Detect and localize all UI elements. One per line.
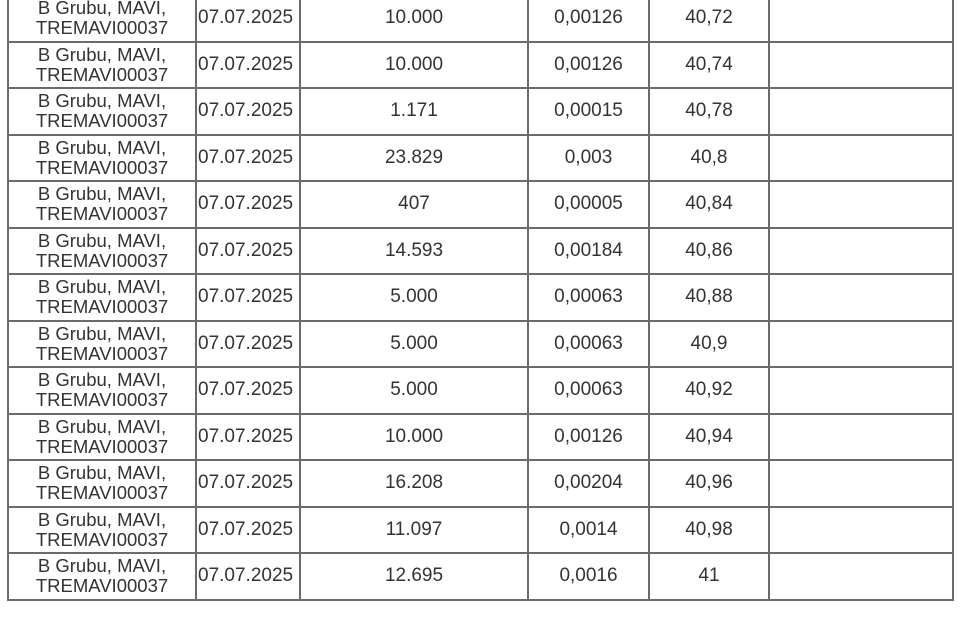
ratio-cell: 0,0014	[528, 507, 649, 554]
security-cell	[8, 228, 196, 275]
table-row	[8, 321, 953, 368]
security-cell	[8, 321, 196, 368]
quantity-cell: 23.829	[300, 135, 528, 182]
table-row	[8, 414, 953, 461]
trades-table-body	[8, 0, 953, 600]
security-cell	[8, 507, 196, 554]
security-group: B Grubu, MAVI,	[37, 43, 167, 65]
table-row	[8, 460, 953, 507]
table-row	[8, 88, 953, 135]
quantity-cell: 5.000	[300, 274, 528, 321]
ratio-cell: 0,00126	[528, 414, 649, 461]
empty-cell	[769, 367, 953, 414]
date-cell: 07.07.2025	[196, 414, 300, 461]
security-code: TREMAVI00037	[35, 482, 169, 504]
empty-cell	[769, 321, 953, 368]
security-cell	[8, 414, 196, 461]
ratio-cell: 0,00184	[528, 228, 649, 275]
table-row	[8, 0, 953, 42]
ratio-cell: 0,00063	[528, 367, 649, 414]
date-cell: 07.07.2025	[196, 42, 300, 89]
quantity-cell: 5.000	[300, 367, 528, 414]
table-row	[8, 274, 953, 321]
table-row	[8, 553, 953, 600]
security-code: TREMAVI00037	[35, 110, 169, 132]
quantity-cell: 14.593	[300, 228, 528, 275]
security-code: TREMAVI00037	[35, 249, 169, 271]
security-code: TREMAVI00037	[35, 156, 169, 178]
empty-cell	[769, 181, 953, 228]
security-group: B Grubu, MAVI,	[37, 462, 167, 484]
quantity-cell: 5.000	[300, 321, 528, 368]
price-cell: 40,86	[649, 228, 769, 275]
date-cell: 07.07.2025	[196, 181, 300, 228]
price-cell: 40,9	[649, 321, 769, 368]
security-cell	[8, 135, 196, 182]
table-row	[8, 367, 953, 414]
date-cell: 07.07.2025	[196, 274, 300, 321]
price-cell: 40,92	[649, 367, 769, 414]
empty-cell	[769, 88, 953, 135]
ratio-cell: 0,00005	[528, 181, 649, 228]
security-group: B Grubu, MAVI,	[37, 0, 167, 19]
ratio-cell: 0,0016	[528, 553, 649, 600]
empty-cell	[769, 553, 953, 600]
security-group: B Grubu, MAVI,	[37, 90, 167, 112]
price-cell: 40,96	[649, 460, 769, 507]
ratio-cell: 0,00126	[528, 0, 649, 42]
price-cell: 41	[649, 553, 769, 600]
price-cell: 40,78	[649, 88, 769, 135]
security-group: B Grubu, MAVI,	[37, 183, 167, 205]
table-row	[8, 135, 953, 182]
ratio-cell: 0,00063	[528, 321, 649, 368]
date-cell: 07.07.2025	[196, 507, 300, 554]
security-cell	[8, 367, 196, 414]
empty-cell	[769, 460, 953, 507]
security-code: TREMAVI00037	[35, 528, 169, 550]
date-cell: 07.07.2025	[196, 135, 300, 182]
price-cell: 40,98	[649, 507, 769, 554]
security-cell	[8, 460, 196, 507]
quantity-cell: 10.000	[300, 42, 528, 89]
price-cell: 40,84	[649, 181, 769, 228]
security-group: B Grubu, MAVI,	[37, 136, 167, 158]
date-cell: 07.07.2025	[196, 553, 300, 600]
security-cell	[8, 181, 196, 228]
security-group: B Grubu, MAVI,	[37, 276, 167, 298]
security-group: B Grubu, MAVI,	[37, 555, 167, 577]
quantity-cell: 12.695	[300, 553, 528, 600]
security-cell	[8, 0, 196, 42]
table-row	[8, 42, 953, 89]
quantity-cell: 10.000	[300, 414, 528, 461]
date-cell: 07.07.2025	[196, 321, 300, 368]
security-code: TREMAVI00037	[35, 296, 169, 318]
price-cell: 40,72	[649, 0, 769, 42]
security-code: TREMAVI00037	[35, 575, 169, 597]
quantity-cell: 10.000	[300, 0, 528, 42]
ratio-cell: 0,00015	[528, 88, 649, 135]
empty-cell	[769, 507, 953, 554]
table-row	[8, 228, 953, 275]
ratio-cell: 0,003	[528, 135, 649, 182]
price-cell: 40,94	[649, 414, 769, 461]
empty-cell	[769, 414, 953, 461]
quantity-cell: 11.097	[300, 507, 528, 554]
table-row	[8, 181, 953, 228]
security-code: TREMAVI00037	[35, 17, 169, 39]
ratio-cell: 0,00204	[528, 460, 649, 507]
price-cell: 40,88	[649, 274, 769, 321]
security-group: B Grubu, MAVI,	[37, 369, 167, 391]
security-cell	[8, 42, 196, 89]
security-code: TREMAVI00037	[35, 435, 169, 457]
ratio-cell: 0,00126	[528, 42, 649, 89]
security-code: TREMAVI00037	[35, 203, 169, 225]
empty-cell	[769, 135, 953, 182]
trades-table	[7, 0, 954, 601]
date-cell: 07.07.2025	[196, 367, 300, 414]
security-cell	[8, 274, 196, 321]
price-cell: 40,74	[649, 42, 769, 89]
security-code: TREMAVI00037	[35, 63, 169, 85]
table-row	[8, 507, 953, 554]
security-code: TREMAVI00037	[35, 342, 169, 364]
date-cell: 07.07.2025	[196, 88, 300, 135]
date-cell: 07.07.2025	[196, 228, 300, 275]
security-cell	[8, 88, 196, 135]
security-group: B Grubu, MAVI,	[37, 508, 167, 530]
quantity-cell: 407	[300, 181, 528, 228]
security-group: B Grubu, MAVI,	[37, 415, 167, 437]
empty-cell	[769, 42, 953, 89]
empty-cell	[769, 0, 953, 42]
ratio-cell: 0,00063	[528, 274, 649, 321]
security-cell	[8, 553, 196, 600]
quantity-cell: 16.208	[300, 460, 528, 507]
date-cell: 07.07.2025	[196, 0, 300, 42]
price-cell: 40,8	[649, 135, 769, 182]
security-group: B Grubu, MAVI,	[37, 229, 167, 251]
security-code: TREMAVI00037	[35, 389, 169, 411]
security-group: B Grubu, MAVI,	[37, 322, 167, 344]
quantity-cell: 1.171	[300, 88, 528, 135]
empty-cell	[769, 228, 953, 275]
date-cell: 07.07.2025	[196, 460, 300, 507]
empty-cell	[769, 274, 953, 321]
